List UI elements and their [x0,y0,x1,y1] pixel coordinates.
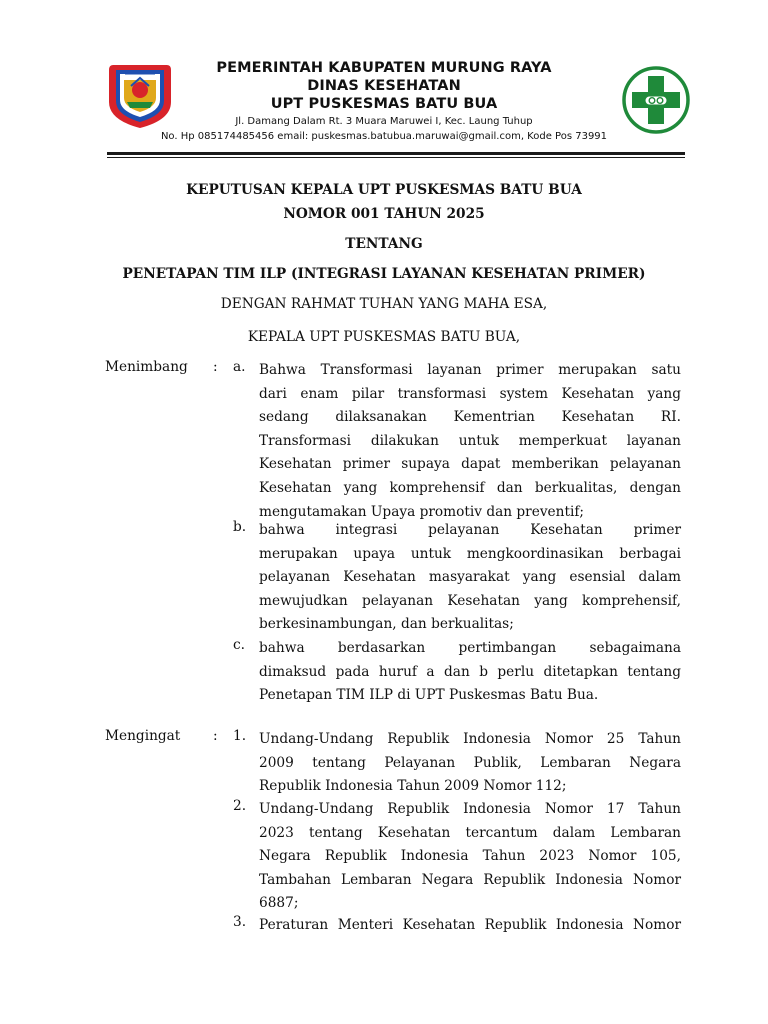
menimbang-mark-b: b. [233,519,247,535]
menimbang-label: Menimbang [105,359,188,375]
mengingat-mark-3: 3. [233,914,247,930]
mengingat-1-line: 2009 tentang Pelayanan Publik, Lembaran Negara [259,754,681,771]
mengingat-1-line: Undang-Undang Republik Indonesia Nomor 25 Tahun [259,731,681,747]
decree-subject: PENETAPAN TIM ILP (INTEGRASI LAYANAN KESEHATAN PRIMER) [122,266,646,282]
menimbang-c-line: dimaksud pada huruf a dan b perlu ditetapkan tentang [259,663,681,680]
decree-number: NOMOR 001 TAHUN 2025 [283,206,485,222]
mengingat-3-line: Peraturan Menteri Kesehatan Republik Indonesia Nomor [259,917,681,933]
menimbang-b-line: merupakan upaya untuk mengkoordinasikan berbagai [259,545,681,562]
mengingat-2-line: 6887; [259,895,299,912]
decree-tentang: TENTANG [345,236,423,252]
mengingat-colon: : [213,728,218,744]
menimbang-item-a [259,359,681,524]
menimbang-a-line: Bahwa Transformasi layanan primer merupakan satu [259,362,681,378]
menimbang-b-line: mewujudkan pelayanan Kesehatan yang komprehensif, [259,592,681,609]
kop-agency-name: DINAS KESEHATAN [307,78,461,94]
menimbang-c-line: bahwa berdasarkan pertimbangan sebagaimana [259,640,681,656]
menimbang-mark-a: a. [233,359,246,375]
menimbang-item-c [259,637,681,708]
mengingat-item-2 [259,798,681,916]
menimbang-item-b [259,519,681,637]
mengingat-label: Mengingat [105,728,181,744]
mengingat-2-line: 2023 tentang Kesehatan tercantum dalam Lembaran [259,824,681,841]
menimbang-a-line: sedang dilaksanakan Kementrian Kesehatan RI. [259,409,681,426]
menimbang-a-line: Kesehatan primer supaya dapat memberikan pelayanan [259,456,681,473]
kop-address: Jl. Damang Dalam Rt. 3 Muara Maruwei I, Kec. Laung Tuhup [235,116,533,127]
mengingat-2-line: Undang-Undang Republik Indonesia Nomor 17 Tahun [259,801,681,817]
kop-contact: No. Hp 085174485456 email: puskesmas.batubua.maruwai@gmail.com, Kode Pos 73991 [160,131,608,142]
mengingat-item-3 [259,914,681,938]
letterhead-divider-thin [107,157,685,158]
menimbang-a-line: Kesehatan yang komprehensif dan berkualitas, dengan [259,479,681,496]
menimbang-c-line: Penetapan TIM ILP di UPT Puskesmas Batu Bua. [259,687,599,704]
issuer-line: KEPALA UPT PUSKESMAS BATU BUA, [247,329,521,345]
kop-unit-name: UPT PUSKESMAS BATU BUA [270,96,498,112]
letterhead-divider-thick [107,152,685,155]
menimbang-b-line: berkesinambungan, dan berkualitas; [259,616,514,633]
menimbang-a-line: mengutamakan Upaya promotiv dan preventif; [259,503,585,520]
mengingat-mark-1: 1. [233,728,247,744]
mengingat-2-line: Tambahan Lembaran Negara Republik Indonesia Nomor [259,871,681,888]
mengingat-item-1 [259,728,681,799]
kop-government-name: PEMERINTAH KABUPATEN MURUNG RAYA [216,60,552,76]
menimbang-colon: : [213,359,218,375]
menimbang-a-line: dari enam pilar transformasi system Kesehatan yang [259,385,681,402]
mengingat-mark-2: 2. [233,798,247,814]
mengingat-2-line: Negara Republik Indonesia Tahun 2023 Nomor 105, [259,848,681,865]
menimbang-mark-c: c. [233,637,246,653]
menimbang-a-line: Transformasi dilakukan untuk memperkuat layanan [259,432,681,449]
mengingat-1-line: Republik Indonesia Tahun 2009 Nomor 112; [259,778,567,795]
menimbang-b-line: bahwa integrasi pelayanan Kesehatan primer [259,522,681,538]
opening-phrase: DENGAN RAHMAT TUHAN YANG MAHA ESA, [220,296,548,312]
decree-title: KEPUTUSAN KEPALA UPT PUSKESMAS BATU BUA [186,182,582,198]
menimbang-b-line: pelayanan Kesehatan masyarakat yang esensial dalam [259,569,681,586]
